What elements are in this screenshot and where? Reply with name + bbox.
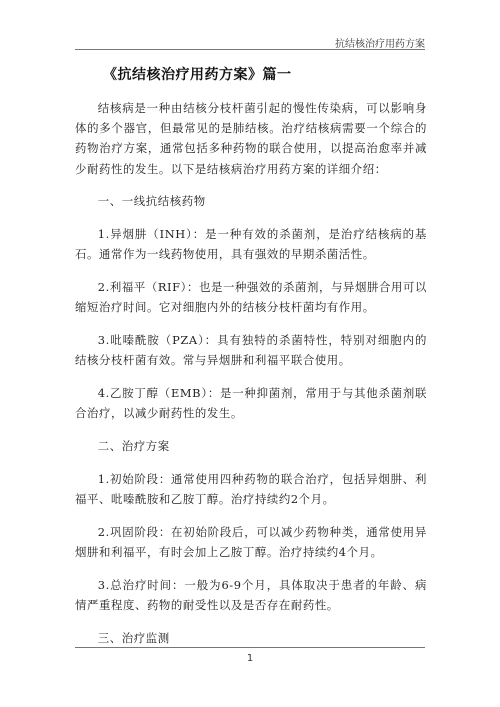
- document-body: [75, 98, 427, 661]
- plan-item-total-duration: 3.总治疗时间：一般为6-9个月，具体取决于患者的年龄、病情严重程度、药物的耐受性以及是否存在耐药性。: [75, 578, 427, 613]
- page-number: 1: [246, 653, 254, 664]
- footer-divider: [75, 647, 425, 648]
- intro-paragraph: 结核病是一种由结核分枝杆菌引起的慢性传染病，可以影响身体的多个器官，但最常见的是肺结核。治疗结核病需要一个综合的药物治疗方案，通常包括多种药物的联合使用，以提高治愈率并减少耐药性的发生。以下是结核病治疗用药方案的详细介绍：: [75, 101, 427, 176]
- header-divider: [75, 49, 425, 50]
- section-heading-monitoring: 三、治疗监测: [97, 631, 170, 645]
- plan-item-consolidation-phase: 2.巩固阶段：在初始阶段后，可以减少药物种类，通常使用异烟肼和利福平，有时会加上乙胺丁醇。治疗持续约4个月。: [75, 525, 427, 560]
- section-heading-treatment-plan: 二、治疗方案: [97, 439, 170, 454]
- document-title: 《抗结核治疗用药方案》篇一: [103, 67, 292, 83]
- plan-item-initial-phase: 1.初始阶段：通常使用四种药物的联合治疗，包括异烟肼、利福平、吡嗪酰胺和乙胺丁醇。治疗持续约2个月。: [75, 472, 427, 507]
- drug-item-inh: 1.异烟肼（INH）：是一种有效的杀菌剂，是治疗结核病的基石。通常作为一线药物使用，具有强效的早期杀菌活性。: [75, 227, 427, 262]
- section-heading-first-line-drugs: 一、一线抗结核药物: [97, 194, 206, 209]
- drug-item-emb: 4.乙胺丁醇（EMB）：是一种抑菌剂，常用于与其他杀菌剂联合治疗，以减少耐药性的发生。: [75, 386, 427, 421]
- drug-item-rif: 2.利福平（RIF）：也是一种强效的杀菌剂，与异烟肼合用可以缩短治疗时间。它对细胞内外的结核分枝杆菌均有作用。: [75, 280, 427, 315]
- header-title: 抗结核治疗用药方案: [335, 39, 425, 50]
- drug-item-pza: 3.吡嗪酰胺（PZA）：具有独特的杀菌特性，特别对细胞内的结核分枝杆菌有效。常与异烟肼和利福平联合使用。: [75, 333, 427, 368]
